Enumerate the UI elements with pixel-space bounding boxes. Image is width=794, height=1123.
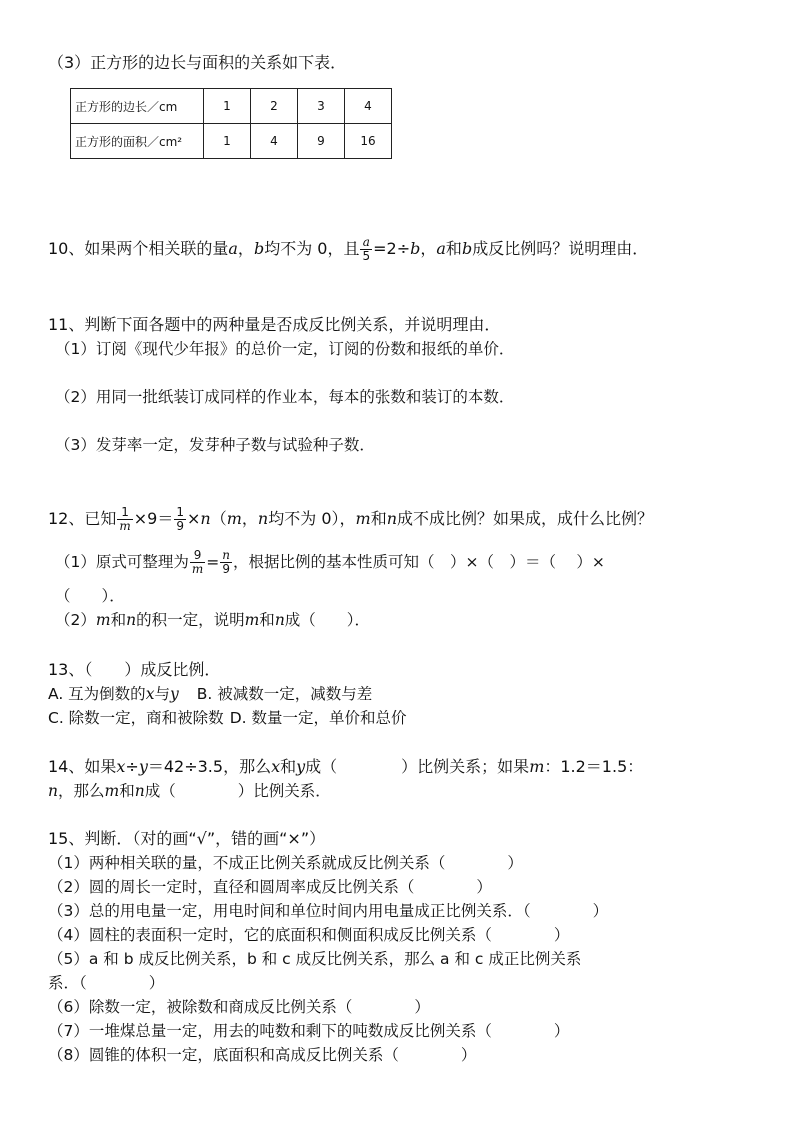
table-cell: 4: [345, 89, 392, 124]
row-label-area: 正方形的面积／cm²: [71, 124, 204, 159]
var-n: n: [126, 611, 137, 629]
q15-item-8: （8）圆锥的体积一定，底面积和高成反比例关系（ ）: [48, 1046, 477, 1064]
var-n: n: [48, 782, 58, 800]
q11-item-2: （2）用同一批纸装订成同样的作业本，每本的张数和装订的本数．: [55, 388, 515, 406]
var-m: m: [104, 782, 120, 800]
q12-text: 12、已知: [48, 509, 117, 528]
option-d: D. 数量一定，单价和总价: [229, 709, 407, 727]
q12-text: ×: [187, 509, 201, 528]
q12-text: ，: [241, 509, 258, 528]
var-n: n: [200, 509, 211, 528]
var-n: n: [386, 509, 398, 528]
var-y: y: [169, 685, 179, 703]
q12-text: 的积一定，说明: [136, 611, 245, 629]
q14-text: 和: [119, 782, 135, 800]
fraction-9-over-m: [190, 549, 205, 576]
fraction-numerator: n: [222, 548, 230, 562]
q15-item-4: （4）圆柱的表面积一定时，它的底面积和侧面积成反比例关系（ ）: [48, 926, 570, 944]
q10-text: 均不为 0，且: [264, 239, 360, 258]
q12-text: 均不为 0），: [268, 509, 356, 528]
q14-text: 成（ ）比例关系．: [144, 782, 331, 800]
table-cell: 16: [345, 124, 392, 159]
var-m: m: [529, 757, 545, 776]
q15-item-6: （6）除数一定，被除数和商成反比例关系（ ）: [48, 998, 430, 1016]
var-b: b: [461, 239, 473, 258]
q12-sub-2: [55, 609, 370, 631]
row-label-side: 正方形的边长／cm: [71, 89, 204, 124]
q14-text: ，那么: [57, 782, 105, 800]
var-n: n: [257, 509, 269, 528]
table-cell: 9: [298, 124, 345, 159]
var-x: x: [116, 757, 126, 776]
fraction-numerator: 9: [190, 549, 205, 563]
var-b: b: [253, 239, 265, 258]
table-cell: 4: [251, 124, 298, 159]
fraction-denominator: 9: [176, 519, 184, 533]
question-12: [48, 502, 653, 536]
option-b: B. 被减数一定，减数与差: [196, 685, 373, 703]
q12-text: （: [210, 509, 227, 528]
table-row: [71, 124, 392, 159]
fraction-1-over-9: [174, 506, 186, 533]
var-m: m: [95, 611, 111, 629]
q12-text: 和: [259, 611, 275, 629]
table-cell: 2: [251, 89, 298, 124]
q10-text: =2÷: [373, 239, 411, 258]
q14-text: 成（ ）比例关系；如果: [305, 757, 530, 776]
q12-text: ，根据比例的基本性质可知（ ）×（ ）＝（ ）×: [233, 553, 605, 571]
table-cell: 1: [204, 124, 251, 159]
q15-item-1: （1）两种相关联的量，不成正比例关系就成反比例关系（ ）: [48, 854, 523, 872]
q10-text: 和: [445, 239, 462, 258]
fraction-denominator: 9: [222, 562, 230, 576]
var-y: y: [138, 757, 148, 776]
q12-sub-1-cont: （ ）．: [55, 587, 125, 605]
q10-text: 10、如果两个相关联的量: [48, 239, 229, 258]
q10-text: ，: [420, 239, 437, 258]
q12-sub-1: [55, 545, 605, 579]
q12-text: 成（ ）．: [284, 611, 371, 629]
var-y: y: [296, 757, 306, 776]
var-x: x: [271, 757, 281, 776]
q14-text: 和: [280, 757, 297, 776]
q14-text: ＝42÷3.5，那么: [147, 757, 272, 776]
fraction-denominator: m: [191, 562, 204, 576]
table-row: [71, 89, 392, 124]
q12-text: （1）原式可整理为: [55, 553, 189, 571]
q11-title: 11、判断下面各题中的两种量是否成反比例关系，并说明理由．: [48, 315, 501, 334]
q12-text: 成不成比例？如果成，成什么比例？: [397, 509, 654, 528]
q15-item-2: （2）圆的周长一定时，直径和圆周率成反比例关系（ ）: [48, 878, 492, 896]
var-a: a: [436, 239, 446, 258]
option-c: C. 除数一定，商和被除数: [48, 709, 224, 727]
q14-text: 14、如果: [48, 757, 117, 776]
question-10: [48, 232, 648, 266]
option-a: A. 互为倒数的: [48, 685, 146, 703]
q10-text: 成反比例吗？说明理由．: [472, 239, 649, 258]
q12-text: =: [206, 553, 220, 571]
q13-options-cd: [48, 707, 406, 729]
q11-item-1: （1）订阅《现代少年报》的总价一定，订阅的份数和报纸的单价．: [55, 340, 515, 358]
q12-text: ×9＝: [133, 509, 174, 528]
side-area-table: [70, 88, 392, 159]
fraction-1-over-m: [117, 506, 132, 533]
q15-item-5: （5）a 和 b 成反比例关系，b 和 c 成反比例关系，那么 a 和 c 成正比例关系: [48, 950, 582, 968]
q15-item-7: （7）一堆煤总量一定，用去的吨数和剩下的吨数成反比例关系（ ）: [48, 1022, 570, 1040]
q12-text: （2）: [55, 611, 96, 629]
q15-item-5-cont: 系．（ ）: [48, 974, 165, 992]
table-cell: 1: [204, 89, 251, 124]
fraction-denominator: m: [119, 519, 131, 533]
q15-item-3: （3）总的用电量一定，用电时间和单位时间内用电量成正比例关系．（ ）: [48, 902, 609, 920]
q10-text: ，: [237, 239, 254, 258]
q14-line-2: [48, 780, 331, 802]
var-b: b: [410, 239, 421, 258]
var-m: m: [226, 509, 242, 528]
table-cell: 3: [298, 89, 345, 124]
var-m: m: [244, 611, 260, 629]
q12-text: 和: [110, 611, 127, 629]
var-a: a: [228, 239, 238, 258]
q9-3-title: （3）正方形的边长与面积的关系如下表．: [48, 53, 347, 72]
fraction-denominator: 5: [362, 249, 371, 263]
q14-text: ：1.2＝1.5：: [544, 757, 644, 776]
var-m: m: [355, 509, 371, 528]
q11-item-3: （3）发芽率一定，发芽种子数与试验种子数．: [55, 436, 375, 454]
var-n: n: [134, 782, 145, 800]
q12-text: 和: [370, 509, 387, 528]
var-x: x: [145, 685, 155, 703]
q14-line-1: [48, 756, 643, 778]
q15-title: 15、判断．（对的画“√”，错的画“×”）: [48, 829, 326, 848]
option-a: 与: [154, 685, 170, 703]
q14-text: ÷: [125, 757, 139, 776]
var-n: n: [274, 611, 285, 629]
fraction-n-over-9: [220, 549, 232, 576]
fraction-numerator: 1: [176, 505, 184, 519]
fraction-numerator: a: [360, 236, 372, 250]
fraction-a-over-5: [360, 236, 372, 263]
q13-options-ab: [48, 683, 372, 705]
q13-title: 13、（ ）成反比例．: [48, 660, 221, 679]
fraction-numerator: 1: [117, 506, 132, 520]
